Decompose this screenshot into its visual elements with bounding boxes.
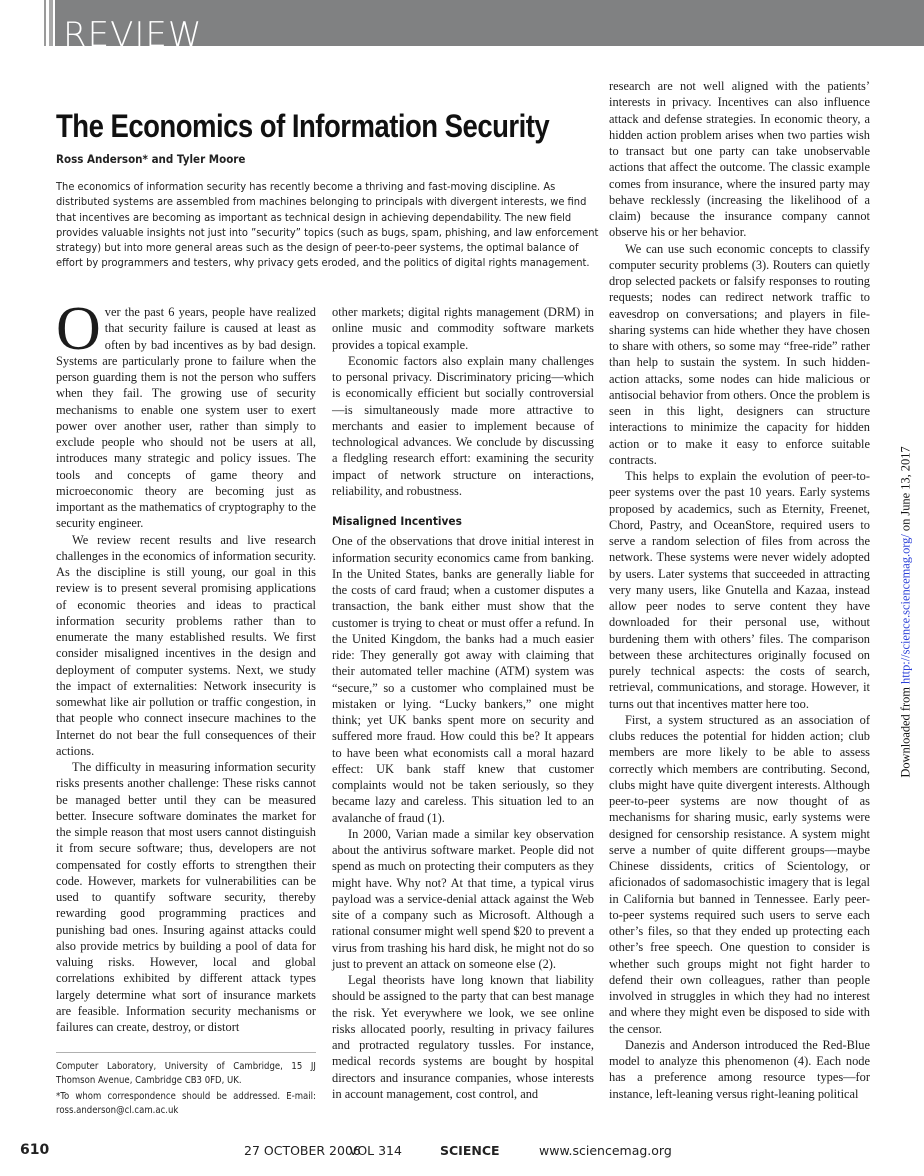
body-column-3 [609, 78, 870, 1102]
paragraph: In 2000, Varian made a similar key observation about the antivirus software market. People did not spend as much on protecting their computers as they might have. Why not? At that time, a typical virus payload was a service-denial attack against the Web site of a company such as Microsoft. Although a rational consumer might well spend $20 to prevent a virus from trashing his hard disk, he might not do so just to prevent an attack on someone else (2). [332, 826, 594, 971]
footnote-divider [56, 1052, 316, 1053]
body-column-1 [56, 295, 316, 1035]
paragraph: One of the observations that drove initial interest in information security economics came from banking. In the United States, banks are generally liable for the costs of card fraud; when a customer disputes a transaction, the bank either must show that the customer is trying to cheat or must offer a refund. In the United Kingdom, the banks had a much easier ride: They generally got away with claiming that their automated teller machine (ATM) system was “secure,” so a customer who complained must be mistaken or lying. “Lucky bankers,” one might think; yet UK banks spent more on security and suffered more fraud. How could this be? It appears to have been what economists call a moral hazard effect: UK bank staff knew that customer complaints would not be taken seriously, so they became lazy and careless. This situation led to an avalanche of fraud (1). [332, 534, 594, 825]
paragraph: Over the past 6 years, people have realized that security failure is caused at least as often by bad incentives as by bad design. Systems are particularly prone to failure when the person guarding them is not the person who suffers when they fail. The growing use of security mechanisms to enable one system user to exert power over another user, rather than simply to exclude people who should not be users at all, introduces many strategic and policy issues. The tools and concepts of game theory and microeconomic theory are becoming just as important as the mathematics of cryptography to the security engineer. [56, 295, 316, 531]
journal-name: SCIENCE [440, 1143, 500, 1158]
drop-cap: O [56, 295, 101, 363]
footnotes [56, 1060, 316, 1120]
paragraph: Legal theorists have long known that liability should be assigned to the party that can best manage the risk. Yet everywhere we look, we see online risks allocated poorly, resulting in privacy failures and protracted regulatory tussles. For instance, medical records systems are bought by hospital directors and insurance companies, whose interests in account management, cost control, and [332, 973, 594, 1101]
paragraph: Economic factors also explain many challenges to personal privacy. Discriminatory pricing—which is economically efficient but socially controversial—is simultaneously made more attractive to merchants and easier to implement because of technological advances. We conclude by discussing a fledgling research effort: examining the security impact of network structure on interactions, reliability, and robustness. [332, 353, 594, 498]
correspondence-note: *To whom correspondence should be addressed. E-mail: ross.anderson@cl.cam.ac.uk [56, 1091, 316, 1116]
issue-date: 27 OCTOBER 2006 [244, 1143, 361, 1158]
section-label: REVIEW [63, 15, 203, 46]
paragraph: We can use such economic concepts to classify computer security problems (3). Routers can quietly drop selected packets or falsify responses to routing requests; nodes can redirect network traffic to eavesdrop on conversations; and players in file-sharing systems can hide whether they have chosen to share with others, so some may “free-ride” rather than help to sustain the system. In such hidden-action attacks, some nodes can hide malicious or antisocial behavior from others. Once the problem is seen in this light, designers can structure interactions to minimize the capacity for hidden action or to make it easy to enforce suitable contracts. [609, 241, 870, 467]
download-link[interactable]: http://science.sciencemag.org/ [898, 534, 913, 684]
page-number: 610 [20, 1142, 50, 1158]
journal-website: www.sciencemag.org [539, 1143, 672, 1158]
section-header-bar [55, 0, 924, 46]
paragraph: We review recent results and live research challenges in the economics of information security. As the discipline is still young, our goal in this review is to present several promising applications of economic theories and ideas to practical information security problems rather than to enumerate the many established results. We first consider misaligned incentives in the design and deployment of computer systems. Next, we study the impact of externalities: Network insecurity is somewhat like air pollution or traffic congestion, in that people who connect insecure machines to the Internet do not bear the full consequences of their actions. [56, 532, 316, 758]
article-abstract: The economics of information security has recently become a thriving and fast-moving discipline. As distributed systems are assembled from machines belonging to principals with divergent interests, we find that incentives are becoming as important as technical design in achieving dependability. The new field provides valuable insights not just into ”security” topics (such as bugs, spam, phishing, and law enforcement strategy) but into more general areas such as the design of peer-to-peer systems, the optimal balance of effort by programmers and testers, why privacy gets eroded, and the politics of digital rights management. [56, 180, 599, 270]
paragraph: other markets; digital rights management (DRM) in online music and commodity software markets provides a topical example. [332, 305, 594, 352]
paragraph: First, a system structured as an association of clubs reduces the potential for hidden action; club members are more likely to be able to assess correctly which members are contributing. Second, clubs might have quite divergent interests. Although peer-to-peer systems are now thought of as mechanisms for sharing music, early systems were designed for censorship resistance. A system might serve a number of quite different groups—maybe Chinese dissidents, critics of Scientology, or aficionados of sadomasochistic imagery that is legal in California but banned in Tennessee. Early peer-to-peer systems required such users to serve each other’s files, so that they ended up protecting each other’s free speech. One question to consider is whether such groups might not fight harder to defend their own colleagues, rather than people involved in struggles in which they had no interest and where they might even be disposed to side with the censor. [609, 712, 870, 1036]
paragraph: research are not well aligned with the patients’ interests in privacy. Incentives can also influence attack and defense strategies. In economic theory, a hidden action problem arises when two parties wish to transact but one party can take unobservable actions that affect the outcome. The classic example comes from insurance, where the insured party may behave recklessly (increasing the likelihood of a claim) because the insurance company cannot observe his or her behavior. [609, 79, 870, 240]
article-title: The Economics of Information Security [56, 108, 550, 144]
header-rule-thin [44, 0, 46, 46]
download-stamp: Downloaded from http://science.sciencemag.org/ on June 13, 2017 [898, 446, 913, 778]
affiliation-note: Computer Laboratory, University of Cambridge, 15 JJ Thomson Avenue, Cambridge CB3 0FD, UK. [56, 1061, 316, 1086]
volume: VOL 314 [349, 1143, 402, 1158]
paragraph: The difficulty in measuring information security risks presents another challenge: These risks cannot be managed better until they can be measured better. Insecure software dominates the market for the simple reason that most users cannot distinguish it from secure software; thus, developers are not compensated for costly efforts to strengthen their code. However, markets for vulnerabilities can be used to quantify software security, thereby rewarding good programming practices and punishing bad ones. Insuring against attacks could also provide metrics by building a pool of data for valuing risks. However, local and global correlations exhibited by different attack types largely determine what sort of insurance markets are feasible. Information security mechanisms or failures can create, destroy, or distort [56, 760, 316, 1034]
section-heading: Misaligned Incentives [332, 514, 462, 528]
body-column-2 [332, 304, 594, 1102]
paragraph: This helps to explain the evolution of peer-to-peer systems over the past 10 years. Early systems proposed by academics, such as Eternity, Freenet, Chord, Pastry, and OceanStore, required users to serve a random selection of files from across the network. These systems were never widely adopted by users. Later systems that succeeded in attracting very many users, like Gnutella and Kazaa, instead allow peer nodes to serve content they have downloaded for their personal use, without burdening them with others’ files. The comparison between these architectures originally focused on purely technical aspects: the costs of search, retrieval, communications, and storage. However, it turns out that incentives matter here too. [609, 469, 870, 711]
paragraph: Danezis and Anderson introduced the Red-Blue model to analyze this phenomenon (4). Each node has a preference among resource types—for instance, left-leaning versus right-leaning political [609, 1037, 870, 1101]
article-authors: Ross Anderson* and Tyler Moore [56, 152, 246, 166]
header-rule-thick [49, 0, 53, 46]
